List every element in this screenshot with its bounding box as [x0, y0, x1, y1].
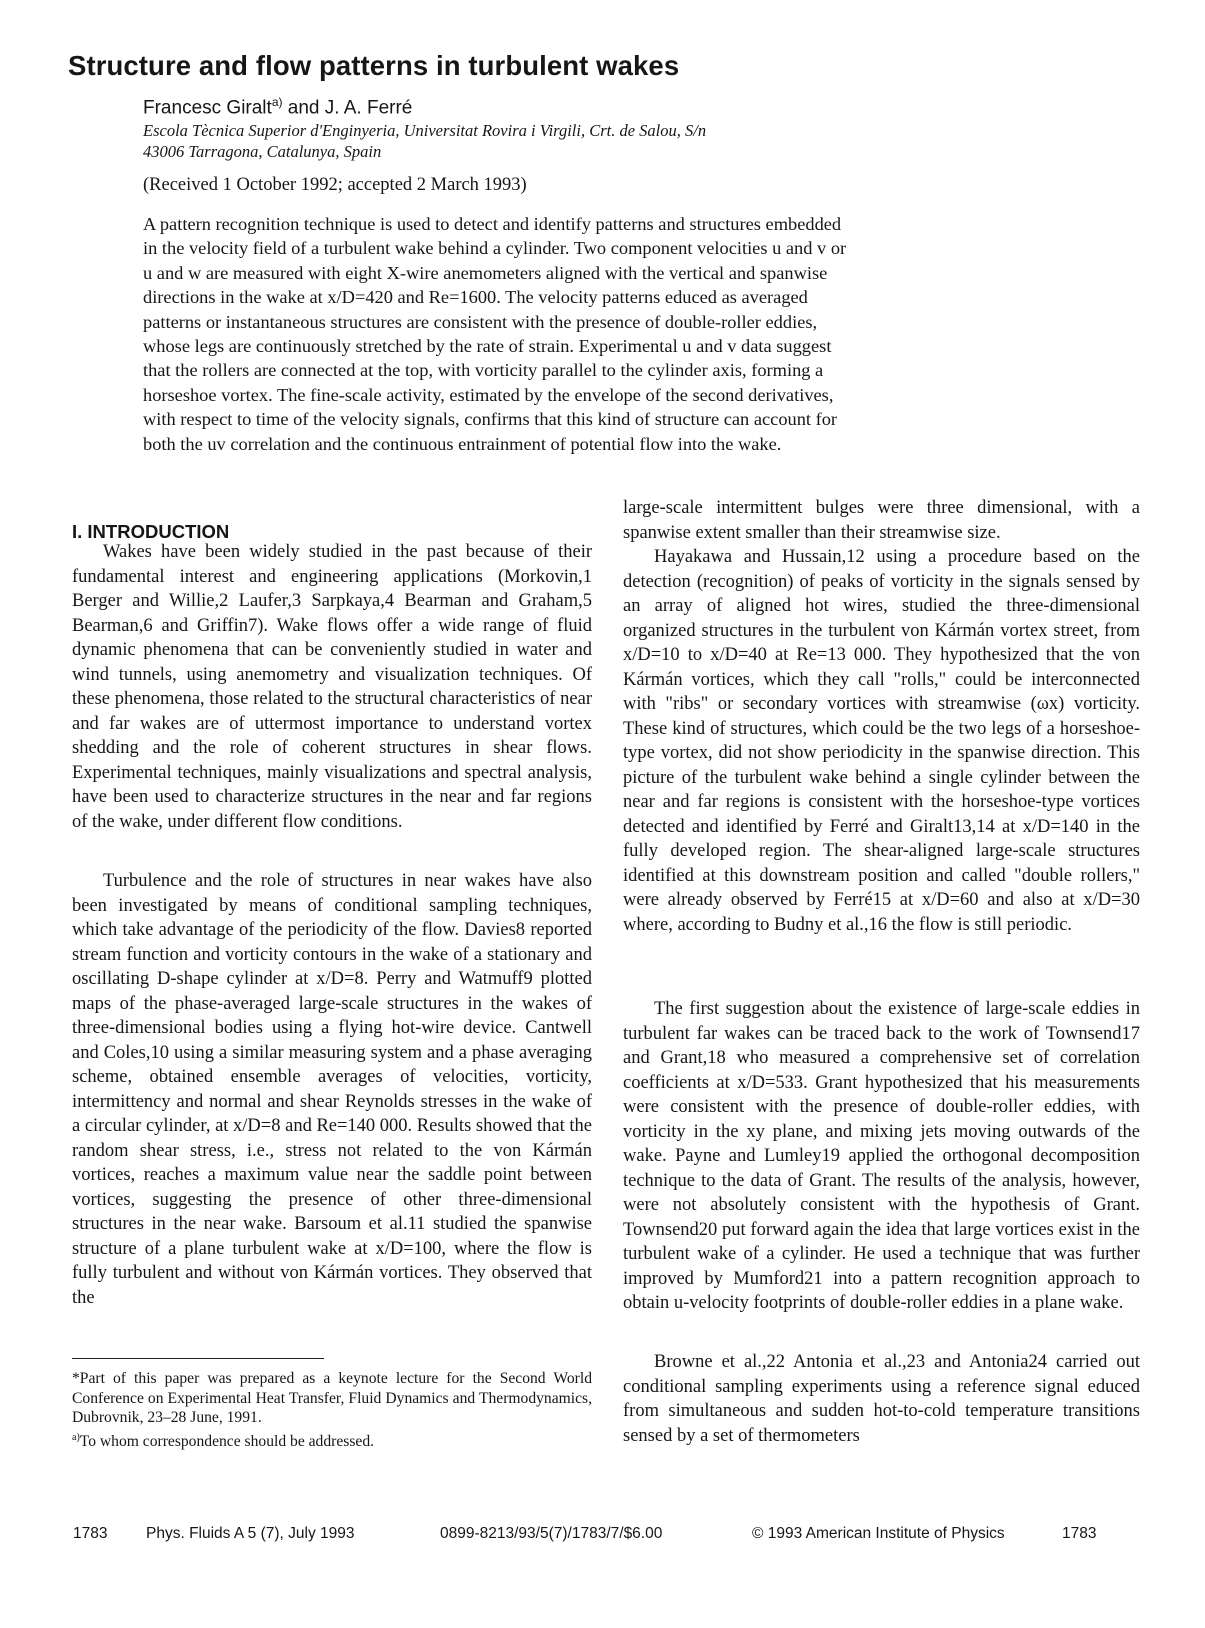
page-number: 1783 [73, 1525, 108, 1542]
author-footnote-mark: a) [271, 95, 283, 109]
abstract-line: patterns or instantaneous structures are consistent with the presence of double-roller eddies, [143, 311, 818, 332]
body-paragraph: large-scale intermittent bulges were three dimensional, with a spanwise extent smaller than their streamwise size. [623, 498, 1140, 543]
body-paragraph: Turbulence and the role of structures in near wakes have also been investigated by means of conditional sampling techniques, which take advantage of the periodicity of the flow. Davies8 reported stream function and vorticity contours in the wake of a stationary and oscillating D-shape cylinder at x/D=8. Perry and Watmuff9 plotted maps of the phase-averaged large-scale structures in the wakes of three-dimensional bodies using a flying hot-wire device. Cantwell and Coles,10 using a similar measuring system and a phase averaging scheme, obtained ensemble averages of velocities, vorticity, intermittency and normal and shear Reynolds stresses in the wake of a circular cylinder, at x/D=8 and Re=140 000. Results showed that the random shear stress, i.e., stress not related to the von Kármán vortices, reaches a maximum value near the saddle point between vortices, suggesting the presence of other three-dimensional structures in the near wake. Barsoum et al.11 studied the spanwise structure of a plane turbulent wake at x/D=100, where the flow is fully turbulent and without von Kármán vortices. They observed that the [72, 871, 593, 1308]
abstract-line: both the uv correlation and the continuous entrainment of potential flow into the wake. [143, 433, 782, 454]
footnote-mark: a) [72, 1431, 80, 1443]
body-paragraph: Browne et al.,22 Antonia et al.,23 and Antonia24 carried out conditional sampling experiments using a reference signal educed from simultaneous and sudden hot-to-cold temperature transitions sensed by a set of thermometers [623, 1352, 1140, 1446]
affiliation [143, 120, 706, 162]
body-paragraph: Wakes have been widely studied in the past because of their fundamental interest and engineering applications (Morkovin,1 Berger and Willie,2 Laufer,3 Sarpkaya,4 Bearman and Graham,5 Bearman,6 and Griffin7). Wake flows offer a wide range of fluid dynamic phenomena that can be conveniently studied in water and wind tunnels, using anemometry and visualization techniques. Of these phenomena, those related to the structural characteristics of near and far wakes are of uttermost importance to understand vortex shedding and the role of coherent structures in shear flows. Experimental techniques, mainly visualizations and spectral analysis, have been used to characterize structures in the near and far regions of the wake, under different flow conditions. [72, 542, 592, 832]
affiliation-line: Escola Tècnica Superior d'Enginyeria, Universitat Rovira i Virgili, Crt. de Salou, S/n [143, 121, 707, 140]
copyright-notice: © 1993 American Institute of Physics [752, 1525, 1005, 1542]
footnote: $^{a)}$To whom correspondence should be addressed. [72, 1431, 375, 1450]
abstract-line: with respect to time of the velocity signals, confirms that this kind of structure can account for [143, 409, 838, 430]
footnote: *Part of this paper was prepared as a keynote lecture for the Second World Conference on Experimental Heat Transfer, Fluid Dynamics and Thermodynamics, Dubrovnik, 23–28 June, 1991. [72, 1370, 592, 1426]
author-name: Francesc Giralt [143, 97, 272, 119]
author-name: and J. A. Ferré [282, 97, 413, 119]
issn-code: 0899-8213/93/5(7)/1783/7/$6.00 [440, 1525, 663, 1542]
body-paragraph: Hayakawa and Hussain,12 using a procedure based on the detection (recognition) of peaks of vorticity in the signals sensed by an array of aligned hot wires, studied the three-dimensional organized structures in the turbulent von Kármán vortex street, from x/D=10 to x/D=40 at Re=13 000. They hypothesized that the von Kármán vortices, which they call "rolls," could be interconnected with "ribs" or secondary vortices with streamwise (ωx) vorticity. These kind of structures, which could be the two legs of a horseshoe-type vortex, did not show periodicity in the spanwise direction. This picture of the turbulent wake behind a single cylinder between the near and far regions is consistent with the horseshoe-type vortices detected and identified by Ferré and Giralt13,14 at x/D=140 in the fully developed region. The shear-aligned large-scale structures identified at this downstream position and called "double rollers," were already observed by Ferré15 at x/D=60 and also at x/D=30 where, according to Budny et al.,16 the flow is still periodic. [623, 547, 1140, 935]
abstract-line: in the velocity field of a turbulent wake behind a cylinder. Two component velocities u and v or [143, 238, 847, 259]
abstract-line: u and w are measured with eight X-wire anemometers aligned with the vertical and spanwise [143, 262, 828, 283]
affiliation-line: 43006 Tarragona, Catalunya, Spain [143, 142, 382, 161]
received-date: (Received 1 October 1992; accepted 2 March 1993) [143, 175, 527, 195]
footnote-divider [72, 1358, 324, 1359]
journal-citation: Phys. Fluids A 5 (7), July 1993 [146, 1525, 355, 1542]
abstract-line: whose legs are continuously stretched by the rate of strain. Experimental u and v data suggest [143, 336, 832, 357]
abstract-line: A pattern recognition technique is used to detect and identify patterns and structures embedded [143, 214, 842, 234]
abstract-line: horseshoe vortex. The fine-scale activity, estimated by the envelope of the second derivatives, [143, 384, 834, 405]
abstract-line: that the rollers are connected at the top, with vorticity parallel to the cylinder axis, forming a [143, 360, 824, 381]
section-heading: I. INTRODUCTION [72, 521, 230, 542]
footnotes [72, 1369, 592, 1451]
page-number: 1783 [1062, 1525, 1097, 1542]
body-paragraph: The first suggestion about the existence of large-scale eddies in turbulent far wakes can be traced back to the work of Townsend17 and Grant,18 who measured a comprehensive set of correlation coefficients at x/D=533. Grant hypothesized that his measurements were consistent with the presence of double-roller eddies, with vorticity in the xy plane, and mixing jets moving outwards of the wake. Payne and Lumley19 applied the orthogonal decomposition technique to the data of Grant. The results of the analysis, however, were not absolutely consistent with the hypothesis of Grant. Townsend20 put forward again the idea that large vortices exist in the turbulent wake of a cylinder. He used a technique that was further improved by Mumford21 into a pattern recognition approach to obtain u-velocity footprints of double-roller eddies in a plane wake. [623, 999, 1140, 1313]
author-list [143, 95, 412, 119]
paper-title: Structure and flow patterns in turbulent wakes [68, 50, 680, 81]
abstract [143, 212, 985, 456]
abstract-line: directions in the wake at x/D=420 and Re=1600. The velocity patterns educed as averaged [143, 287, 808, 308]
